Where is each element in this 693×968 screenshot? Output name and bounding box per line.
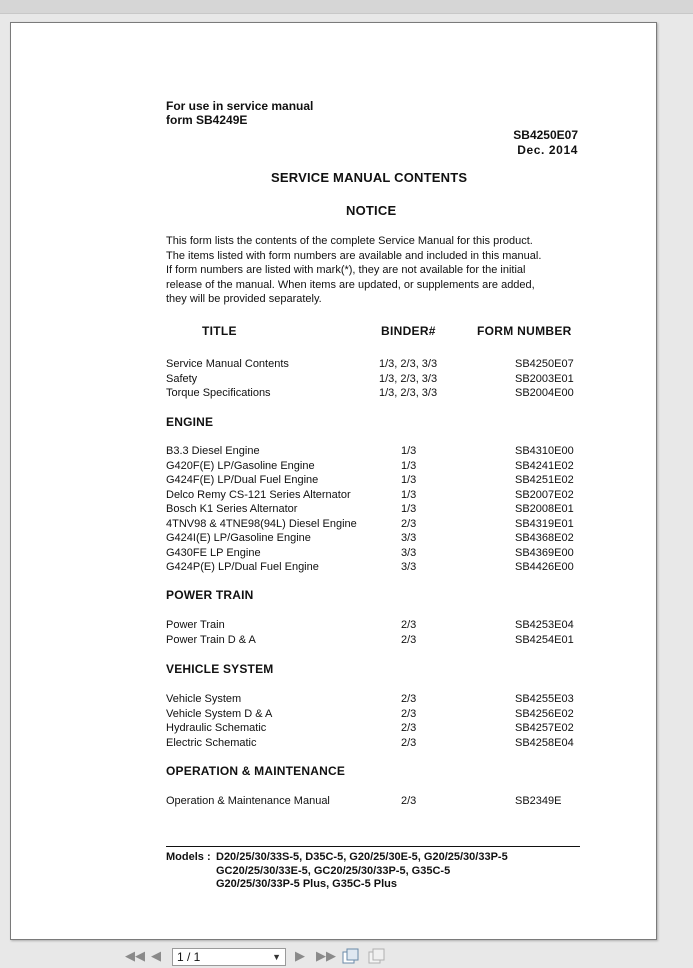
notice-line: release of the manual. When items are updated, or supplements are added, — [166, 278, 535, 291]
row-binder: 2/3 — [401, 736, 417, 749]
row-binder: 1/3 — [401, 474, 417, 486]
row-form-number: SB2004E00 — [515, 387, 574, 399]
table-row — [166, 561, 586, 576]
row-binder: 1/3, 2/3, 3/3 — [379, 358, 438, 370]
row-title: Vehicle System D & A — [166, 707, 273, 720]
first-page-icon[interactable]: ◀◀ — [125, 948, 145, 963]
row-binder: 2/3 — [401, 693, 417, 705]
doc-number: SB4250E07 — [513, 128, 578, 142]
table-row — [166, 722, 586, 737]
row-form-number: SB4250E07 — [515, 358, 574, 370]
models-label: Models : — [166, 851, 211, 863]
row-form-number: SB4251E02 — [515, 474, 574, 486]
table-row — [166, 489, 586, 504]
last-page-icon[interactable]: ▶▶ — [316, 948, 336, 963]
row-form-number: SB2003E01 — [515, 372, 574, 385]
row-form-number: SB4253E04 — [515, 619, 574, 631]
divider-line — [166, 846, 580, 847]
row-form-number: SB4426E00 — [515, 561, 574, 573]
table-row — [166, 795, 586, 810]
row-form-number: SB2008E01 — [515, 503, 574, 515]
row-binder: 2/3 — [401, 517, 417, 530]
for-use-line-2: form SB4249E — [166, 113, 248, 127]
row-form-number: SB4369E00 — [515, 546, 574, 559]
row-binder: 2/3 — [401, 722, 417, 734]
row-binder: 1/3 — [401, 488, 417, 501]
main-title: SERVICE MANUAL CONTENTS — [271, 170, 468, 185]
row-title: G424I(E) LP/Gasoline Engine — [166, 532, 311, 544]
doc-date: Dec. 2014 — [517, 143, 578, 157]
table-row — [166, 373, 586, 388]
table-row — [166, 708, 586, 723]
row-binder: 1/3 — [401, 445, 417, 457]
notice-line: This form lists the contents of the complete Service Manual for this product. — [166, 235, 533, 247]
table-row — [166, 503, 586, 518]
fit-width-icon[interactable] — [368, 948, 386, 967]
row-binder: 3/3 — [401, 561, 417, 573]
row-form-number: SB4255E03 — [515, 693, 574, 705]
prev-page-icon[interactable]: ◀ — [151, 948, 161, 963]
table-row — [166, 358, 586, 373]
row-title: 4TNV98 & 4TNE98(94L) Diesel Engine — [166, 517, 357, 530]
row-form-number: SB2007E02 — [515, 488, 574, 501]
row-title: Vehicle System — [166, 693, 242, 705]
row-title: Hydraulic Schematic — [166, 722, 267, 734]
models-line: GC20/25/30/33E-5, GC20/25/30/33P-5, G35C-5 — [216, 864, 451, 877]
row-title: Electric Schematic — [166, 736, 257, 749]
notice-title: NOTICE — [346, 203, 397, 218]
row-title: Power Train D & A — [166, 633, 256, 646]
row-binder: 1/3 — [401, 459, 417, 472]
table-row — [166, 518, 586, 533]
table-row — [166, 387, 586, 402]
section-heading-engine: ENGINE — [166, 415, 214, 429]
row-title: G424P(E) LP/Dual Fuel Engine — [166, 561, 319, 573]
row-binder: 2/3 — [401, 707, 417, 720]
header-binder: BINDER# — [381, 324, 436, 338]
row-binder: 3/3 — [401, 532, 417, 544]
row-binder: 1/3, 2/3, 3/3 — [379, 387, 438, 399]
table-row — [166, 445, 586, 460]
page-selector[interactable] — [172, 948, 286, 966]
header-title: TITLE — [202, 324, 237, 338]
section-heading-power-train: POWER TRAIN — [166, 588, 254, 602]
row-binder: 2/3 — [401, 619, 417, 631]
row-title: B3.3 Diesel Engine — [166, 445, 260, 457]
row-binder: 3/3 — [401, 546, 417, 559]
notice-line: If form numbers are listed with mark(*), they are not available for the initial — [166, 264, 526, 276]
header-form-number: FORM NUMBER — [477, 324, 572, 338]
row-title: Safety — [166, 372, 198, 385]
notice-line: they will be provided separately. — [166, 293, 322, 305]
for-use-line-1: For use in service manual — [166, 99, 314, 113]
section-heading-operation-maintenance: OPERATION & MAINTENANCE — [166, 764, 346, 778]
row-binder: 2/3 — [401, 795, 417, 807]
table-row — [166, 619, 586, 634]
table-row — [166, 634, 586, 649]
chevron-down-icon: ▼ — [272, 952, 281, 962]
models-line: G20/25/30/33P-5 Plus, G35C-5 Plus — [216, 878, 397, 890]
row-form-number: SB4254E01 — [515, 633, 574, 646]
table-row — [166, 460, 586, 475]
row-form-number: SB4256E02 — [515, 707, 574, 720]
table-row — [166, 547, 586, 562]
table-row — [166, 693, 586, 708]
table-row — [166, 532, 586, 547]
section-heading-vehicle-system: VEHICLE SYSTEM — [166, 662, 274, 676]
row-title: Operation & Maintenance Manual — [166, 795, 330, 807]
row-binder: 2/3 — [401, 633, 417, 646]
notice-paragraph — [166, 234, 586, 307]
table-row — [166, 737, 586, 752]
row-binder: 1/3 — [401, 503, 417, 515]
document-page — [10, 22, 657, 940]
row-form-number: SB4257E02 — [515, 722, 574, 734]
row-form-number: SB4319E01 — [515, 517, 574, 530]
row-form-number: SB4310E00 — [515, 445, 574, 457]
fit-page-icon[interactable] — [342, 948, 360, 967]
page-indicator: 1 / 1 — [177, 950, 201, 964]
row-title: Delco Remy CS-121 Series Alternator — [166, 488, 351, 501]
row-title: G424F(E) LP/Dual Fuel Engine — [166, 474, 319, 486]
notice-line: The items listed with form numbers are available and included in this manual. — [166, 249, 542, 262]
row-binder: 1/3, 2/3, 3/3 — [379, 372, 438, 385]
next-page-icon[interactable]: ▶ — [295, 948, 305, 963]
row-title: G420F(E) LP/Gasoline Engine — [166, 459, 315, 472]
models-line: D20/25/30/33S-5, D35C-5, G20/25/30E-5, G20/25/30/33P-5 — [216, 851, 508, 863]
row-form-number: SB4258E04 — [515, 736, 574, 749]
row-form-number: SB2349E — [515, 795, 562, 807]
row-title: Torque Specifications — [166, 387, 271, 399]
row-form-number: SB4368E02 — [515, 532, 574, 544]
row-title: Power Train — [166, 619, 225, 631]
viewer-top-bar — [0, 0, 693, 14]
viewer-toolbar — [0, 944, 693, 968]
row-title: G430FE LP Engine — [166, 546, 261, 559]
table-row — [166, 474, 586, 489]
row-title: Bosch K1 Series Alternator — [166, 503, 298, 515]
row-title: Service Manual Contents — [166, 358, 289, 370]
row-form-number: SB4241E02 — [515, 459, 574, 472]
